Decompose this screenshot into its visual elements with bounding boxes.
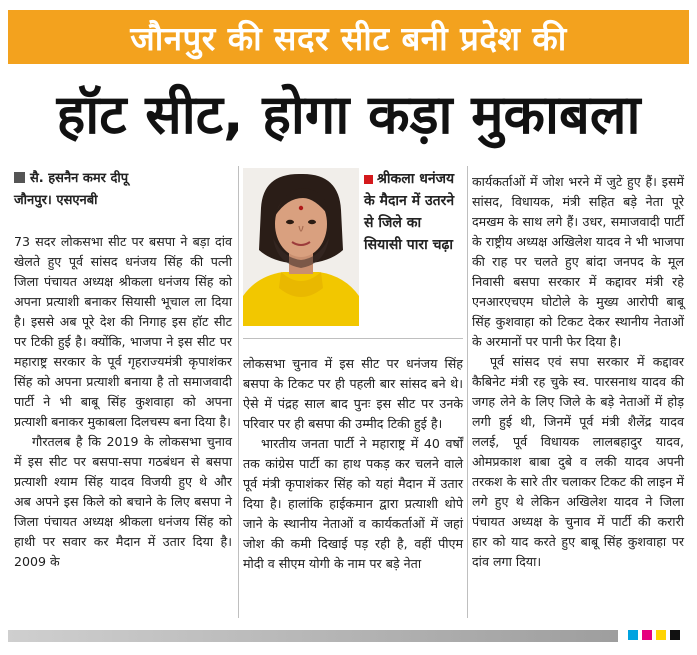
caption-text: श्रीकला धनंजय के मैदान में उतरने से जिले का सियासी पारा चढ़ा — [364, 171, 455, 253]
byline-square-icon — [14, 172, 25, 183]
article-paragraph: कार्यकर्ताओं में जोश भरने में जुटे हुए हैं। इसमें सांसद, विधायक, मंत्री सहित बड़े नेता पूरे दमखम के साथ लगे हैं। उधर, समाजवादी पार्टी के राष्ट्रीय अध्यक्ष अखिलेश यादव ने भी भाजपा की राह पर चलते हुए बांदा जनपद के मूल निवासी बसपा सरकार में कद्दावर मंत्री रहे एनआरएचएम घोटोले के मुख्य आरोपी बाबू सिंह कुशवाहा को टिकट देकर स्थानीय नेताओं के अरमानों पर पानी फेर दिया है। — [472, 174, 684, 349]
photo-divider — [243, 338, 463, 339]
swatch-yellow-icon — [656, 630, 666, 640]
article-paragraph: पूर्व सांसद एवं सपा सरकार में कद्दावर कैबिनेट मंत्री रह चुके स्व. पारसनाथ यादव की जगह लेने के लिए जिले के बड़े नेताओं में होड़ लगी हुई थी, जिनमें पूर्व मंत्री शैलेंद्र यादव ललई, पूर्व विधायक लालबहादुर यादव, ओमप्रकाश बाबा दुबे व लकी यादव अपनी तरकश के सारे तीर चलाकर टिकट की लाइन में लगे हुए थे लेकिन अखिलेश यादव ने जिला पंचायत अध्यक्ष के चुनाव में पार्टी की करारी हार को याद करते हुए बाबू सिंह कुशवाहा पर दांव लगा दिया। — [472, 354, 684, 569]
headline — [0, 76, 697, 148]
headline-text: हॉट सीट, होगा कड़ा मुकाबला — [56, 83, 641, 146]
color-swatches — [628, 630, 680, 640]
article-paragraph: 73 सदर लोकसभा सीट पर बसपा ने बड़ा दांव खेलते हुए पूर्व सांसद धनंजय सिंह की पत्नी जिला पंचायत अध्यक्ष श्रीकला धनंजय सिंह को अपना प्रत्याशी बनाकर सियासी भूचाल ला दिया है। इससे अब पूरे देश की निगाह इस हॉट सीट पर टिकी हुई है। क्योंकि, भाजपा ने इस सीट पर महाराष्ट्र सरकार के पूर्व गृहराज्यमंत्री कृपाशंकर सिंह को अपना प्रत्याशी बनाया है तो समाजवादी पार्टी ने भी बाबू सिंह कुशवाहा को अपना प्रत्याशी बनाकर मुकाबला दिलचस्प बना दिया है। — [14, 234, 232, 429]
photo-caption — [364, 168, 460, 256]
article-paragraph: लोकसभा चुनाव में इस सीट पर धनंजय सिंह बसपा के टिकट पर ही पहली बार सांसद बने थे। ऐसे में पंद्रह साल बाद पुनः इस सीट पर उनके परिवार पर ही बसपा की उम्मीद टिकी हुई है। — [243, 356, 463, 431]
article-column-1 — [14, 232, 232, 572]
column-divider — [238, 166, 239, 618]
swatch-cyan-icon — [628, 630, 638, 640]
article-paragraph: भारतीय जनता पार्टी ने महाराष्ट्र में 40 वर्षों तक कांग्रेस पार्टी का हाथ पकड़ कर चलने वाले पूर्व मंत्री कृपाशंकर सिंह को यहां मैदान में उतार दिया है। हालांकि हाईकमान द्वारा प्रत्याशी थोपे जाने के स्थानीय नेताओं व कार्यकर्ताओं में जहां जोश की कमी दिखाई पड़ रही है, वहीं पीएम मोदी व सीएम योगी के नाम पर बड़े नेता — [243, 436, 463, 571]
article-column-2 — [243, 354, 463, 574]
woman-portrait-photo — [243, 168, 359, 326]
article-column-3 — [472, 172, 684, 572]
byline-author: सै. हसनैन कमर दीपू — [30, 171, 129, 186]
column-divider — [467, 166, 468, 618]
caption-marker-icon — [364, 175, 373, 184]
swatch-magenta-icon — [642, 630, 652, 640]
byline — [14, 168, 128, 186]
swatch-black-icon — [670, 630, 680, 640]
dateline: जौनपुर। एसएनबी — [14, 193, 98, 208]
top-banner — [8, 10, 689, 64]
article-paragraph: गौरतलब है कि 2019 के लोकसभा चुनाव में इस सीट पर बसपा-सपा गठबंधन से बसपा प्रत्याशी श्याम सिंह यादव विजयी हुए थे और अब अपने इस किले को बचाने के लिए बसपा ने जिला पंचायत अध्यक्ष श्रीकला धनंजय सिंह को हाथी पर सवार कर मैदान में उतार दिया है। 2009 के — [14, 434, 232, 569]
bottom-rule — [8, 630, 618, 642]
banner-text: जौनपुर की सदर सीट बनी प्रदेश की — [130, 18, 567, 58]
